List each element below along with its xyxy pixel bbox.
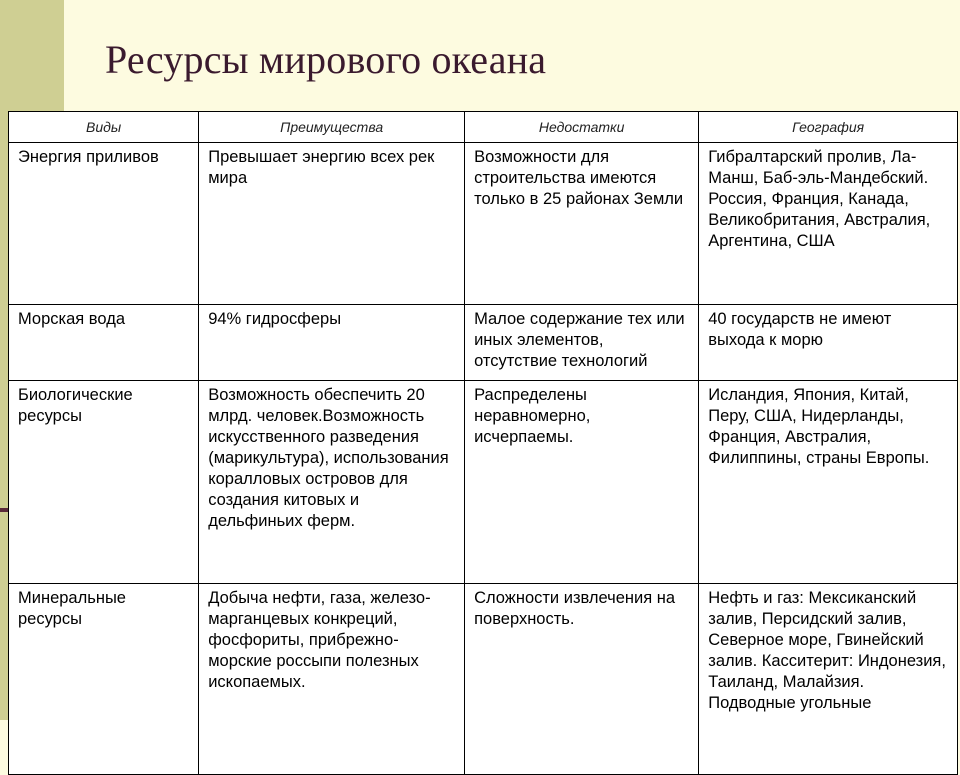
cell-geography: Исландия, Япония, Китай, Перу, США, Нидерланды, Франция, Австралия, Филиппины, страны Европы. <box>699 381 958 584</box>
cell-type: Биологические ресурсы <box>9 381 199 584</box>
slide-title: Ресурсы мирового океана <box>105 37 547 82</box>
cell-type: Энергия приливов <box>9 143 199 305</box>
cell-disadvantages: Сложности извлечения на поверхность. <box>465 584 699 775</box>
cell-disadvantages: Распределены неравномерно, исчерпаемы. <box>465 381 699 584</box>
cell-advantages: Добыча нефти, газа, железо-марганцевых конкреций, фосфориты, прибрежно-морские россыпи полезных ископаемых. <box>199 584 465 775</box>
column-header-advantages: Преимущества <box>199 112 465 143</box>
column-header-disadvantages: Недостатки <box>465 112 699 143</box>
cell-type: Морская вода <box>9 305 199 381</box>
table-row <box>9 143 958 305</box>
table-row <box>9 305 958 381</box>
cell-geography: Гибралтарский пролив, Ла-Манш, Баб-эль-Мандебский. Россия, Франция, Канада, Великобритания, Австралия, Аргентина, США <box>699 143 958 305</box>
cell-advantages: Превышает энергию всех рек мира <box>199 143 465 305</box>
column-header-types: Виды <box>9 112 199 143</box>
cell-disadvantages: Возможности для строительства имеются только в 25 районах Земли <box>465 143 699 305</box>
column-header-geography: География <box>699 112 958 143</box>
table-header-row <box>9 112 958 143</box>
cell-geography: Нефть и газ: Мексиканский залив, Персидский залив, Северное море, Гвинейский залив. Касситерит: Индонезия, Таиланд, Малайзия. Подводные угольные <box>699 584 958 775</box>
table-row <box>9 584 958 775</box>
cell-advantages: 94% гидросферы <box>199 305 465 381</box>
resources-table <box>8 111 958 775</box>
cell-geography: 40 государств не имеют выхода к морю <box>699 305 958 381</box>
cell-disadvantages: Малое содержание тех или иных элементов, отсутствие технологий <box>465 305 699 381</box>
table-row <box>9 381 958 584</box>
cell-type: Минеральные ресурсы <box>9 584 199 775</box>
cell-advantages: Возможность обеспечить 20 млрд. человек.Возможность искусственного разведения (марикультура), использования коралловых островов для создания китовых и дельфиньих ферм. <box>199 381 465 584</box>
